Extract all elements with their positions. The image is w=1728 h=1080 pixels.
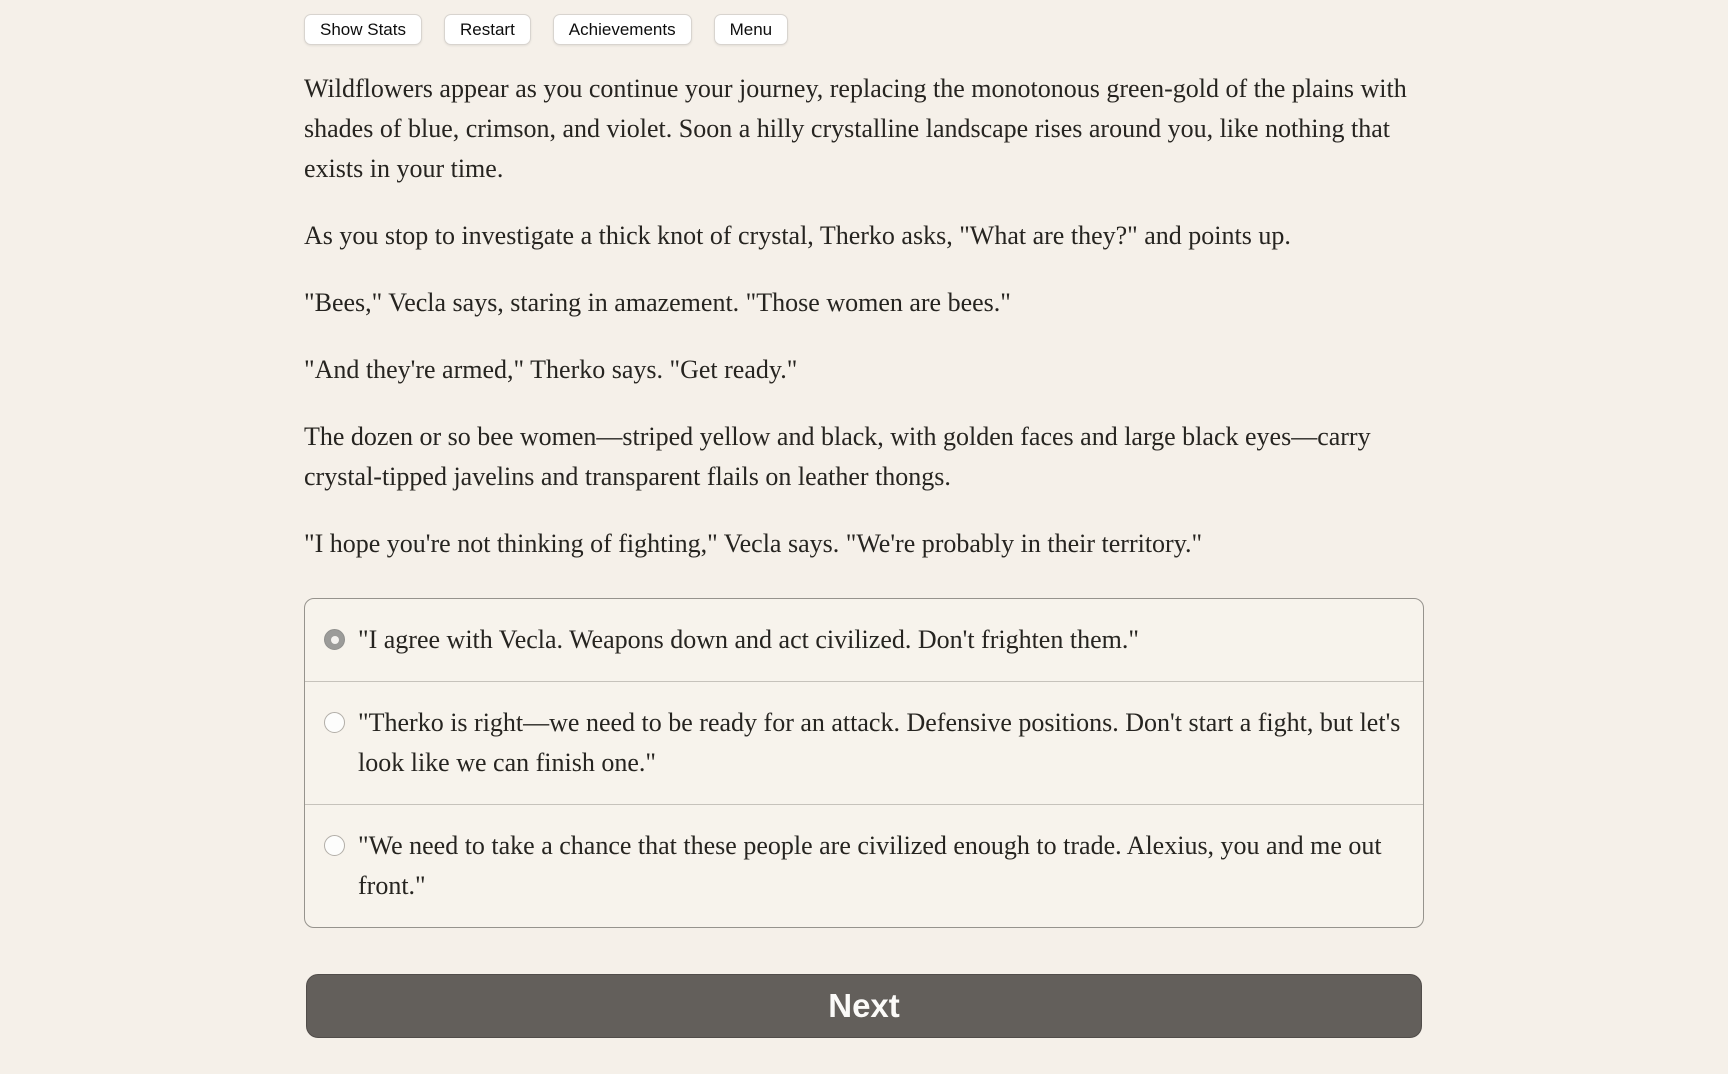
story-paragraph: As you stop to investigate a thick knot of crystal, Therko asks, "What are they?" and points up. (304, 221, 1291, 250)
restart-button[interactable]: Restart (444, 14, 531, 45)
choice-option-label: "Therko is right—we need to be ready for an attack. Defensive positions. Don't start a fight, but let's look like we can finish one." (358, 708, 1401, 777)
next-button[interactable]: Next (306, 974, 1422, 1038)
story-paragraph: "And they're armed," Therko says. "Get ready." (304, 355, 798, 384)
choice-option-label: "I agree with Vecla. Weapons down and act civilized. Don't frighten them." (358, 625, 1139, 654)
achievements-button[interactable]: Achievements (553, 14, 692, 45)
story-paragraph: Wildflowers appear as you continue your journey, replacing the monotonous green-gold of the plains with shades of blue, crimson, and violet. Soon a hilly crystalline landscape rises around you, like nothing that exists in your time. (304, 74, 1407, 183)
choice-option[interactable] (305, 804, 1423, 927)
choice-option-label: "We need to take a chance that these people are civilized enough to trade. Alexius, you and me out front." (358, 831, 1382, 900)
radio-button-icon[interactable] (324, 629, 345, 650)
choice-option[interactable] (305, 599, 1423, 681)
show-stats-button[interactable]: Show Stats (304, 14, 422, 45)
radio-button-icon[interactable] (324, 712, 345, 733)
radio-button-icon[interactable] (324, 835, 345, 856)
story-paragraph: The dozen or so bee women—striped yellow and black, with golden faces and large black eyes—carry crystal-tipped javelins and transparent flails on leather thongs. (304, 422, 1371, 491)
choice-list (304, 598, 1424, 928)
page-bottom-edge (0, 1074, 1728, 1080)
page-content (304, 0, 1424, 1038)
toolbar (304, 14, 1424, 45)
story-text (304, 69, 1424, 564)
choice-option[interactable] (305, 681, 1423, 804)
menu-button[interactable]: Menu (714, 14, 789, 45)
story-paragraph: "I hope you're not thinking of fighting," Vecla says. "We're probably in their territory." (304, 529, 1203, 558)
story-paragraph: "Bees," Vecla says, staring in amazement. "Those women are bees." (304, 288, 1011, 317)
